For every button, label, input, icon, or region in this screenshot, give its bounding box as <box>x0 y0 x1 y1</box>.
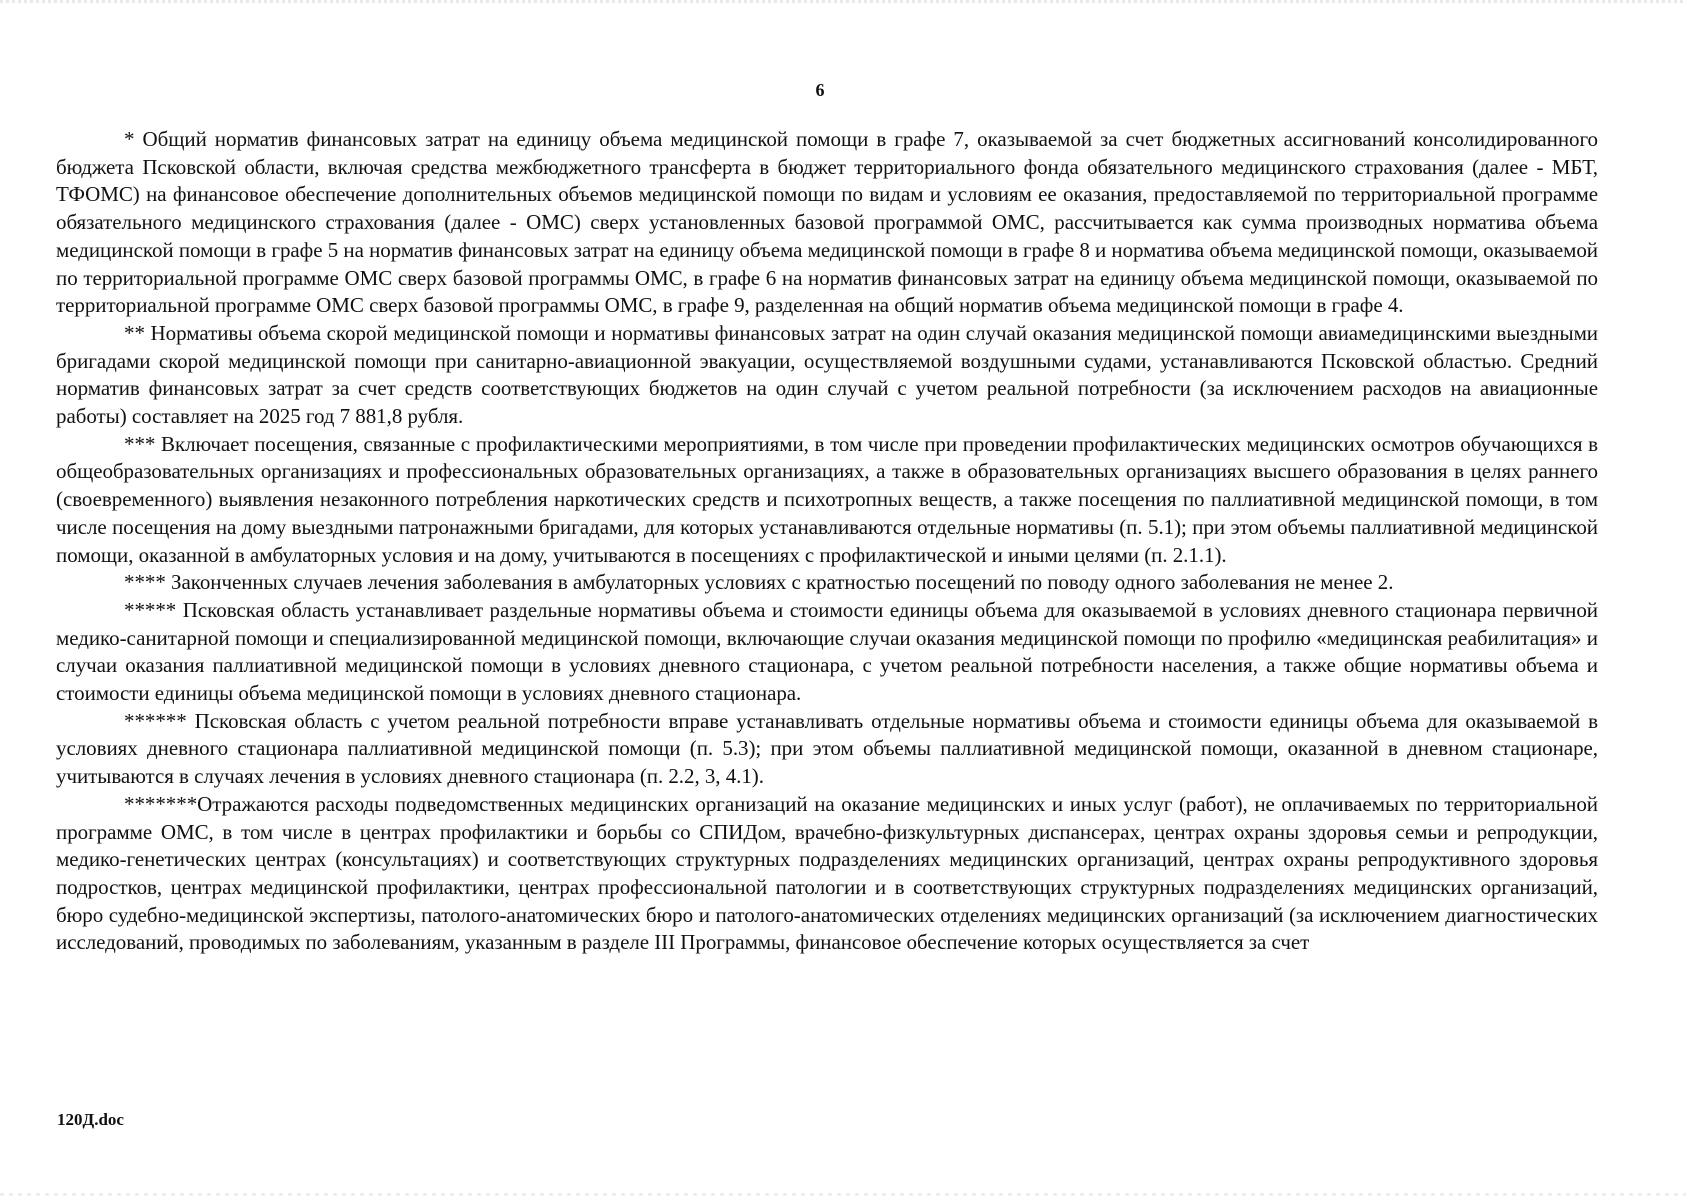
footnote-3: *** Включает посещения, связанные с профилактическими мероприятиями, в том числе при проведении профилактических медицинских осмотров обучающихся в общеобразовательных организациях и профессиональных образовательных организациях, а также в образовательных организациях высшего образования в целях раннего (своевременного) выявления незаконного потребления наркотических средств и психотропных веществ, а также посещения по паллиативной медицинской помощи, в том числе посещения на дому выездными патронажными бригадами, для которых устанавливаются отдельные нормативы (п. 5.1); при этом объемы паллиативной медицинской помощи, оказанной в амбулаторных условия и на дому, учитываются в посещениях с профилактической и иными целями (п. 2.1.1). <box>56 431 1598 567</box>
footer-filename: 120Д.doc <box>57 1110 124 1129</box>
footnote-2: ** Нормативы объема скорой медицинской помощи и нормативы финансовых затрат на один случай оказания медицинской помощи авиамедицинскими выездными бригадами скорой медицинской помощи при санитарно-авиационной эвакуации, осуществляемой воздушными судами, устанавливаются Псковской областью. Средний норматив финансовых затрат за счет средств соответствующих бюджетов на один случай с учетом реальной потребности (за исключением расходов на авиационные работы) составляет на 2025 год 7 881,8 рубля. <box>56 320 1598 429</box>
footnote-5: ***** Псковская область устанавливает раздельные нормативы объема и стоимости единицы объема для оказываемой в условиях дневного стационара первичной медико-санитарной помощи и специализированной медицинской помощи, включающие случаи оказания медицинской помощи по профилю «медицинская реабилитация» и случаи оказания паллиативной медицинской помощи в условиях дневного стационара, с учетом реальной потребности населения, а также общие нормативы объема и стоимости единицы объема медицинской помощи в условиях дневного стационара. <box>56 597 1598 706</box>
footnote-1: * Общий норматив финансовых затрат на единицу объема медицинской помощи в графе 7, оказываемой за счет бюджетных ассигнований консолидированного бюджета Псковской области, включая средства межбюджетного трансферта в бюджет территориального фонда обязательного медицинского страхования (далее - МБТ, ТФОМС) на финансовое обеспечение дополнительных объемов медицинской помощи по видам и условиям ее оказания, предоставляемой по территориальной программе обязательного медицинского страхования (далее - ОМС) сверх установленных базовой программой ОМС, рассчитывается как сумма производных норматива объема медицинской помощи в графе 5 на норматив финансовых затрат на единицу объема медицинской помощи в графе 8 и норматива объема медицинской помощи, оказываемой по территориальной программе ОМС сверх базовой программы ОМС, в графе 6 на норматив финансовых затрат на единицу объема медицинской помощи, оказываемой по территориальной программе ОМС сверх базовой программы ОМС, в графе 9, разделенная на общий норматив объема медицинской помощи в графе 4. <box>56 127 1598 318</box>
page-number: 6 <box>815 80 825 100</box>
footnote-4: **** Законченных случаев лечения заболевания в амбулаторных условиях с кратностью посещений по поводу одного заболевания не менее 2. <box>124 570 1394 595</box>
footnote-7: *******Отражаются расходы подведомственных медицинских организаций на оказание медицинских и иных услуг (работ), не оплачиваемых по территориальной программе ОМС, в том числе в центрах профилактики и борьбы со СПИДом, врачебно-физкультурных диспансерах, центрах охраны здоровья семьи и репродукции, медико-генетических центрах (консультациях) и соответствующих структурных подразделениях медицинских организаций, центрах охраны репродуктивного здоровья подростков, центрах медицинской профилактики, центрах профессиональной патологии и в соответствующих структурных подразделениях медицинских организаций, бюро судебно-медицинской экспертизы, патолого-анатомических бюро и патолого-анатомических отделениях медицинских организаций (за исключением диагностических исследований, проводимых по заболеваниям, указанным в разделе III Программы, финансовое обеспечение которых осуществляется за счет <box>56 791 1598 955</box>
footnote-6: ****** Псковская область с учетом реальной потребности вправе устанавливать отдельные нормативы объема и стоимости единицы объема для оказываемой в условиях дневного стационара паллиативной медицинской помощи (п. 5.3); при этом объемы паллиативной медицинской помощи, оказанной в дневном стационаре, учитываются в случаях лечения в условиях дневного стационара (п. 2.2, 3, 4.1). <box>56 708 1598 789</box>
footnotes-body <box>56 126 1598 957</box>
scan-edge-top <box>0 0 1686 3</box>
scan-edge-bottom <box>0 1193 1686 1196</box>
